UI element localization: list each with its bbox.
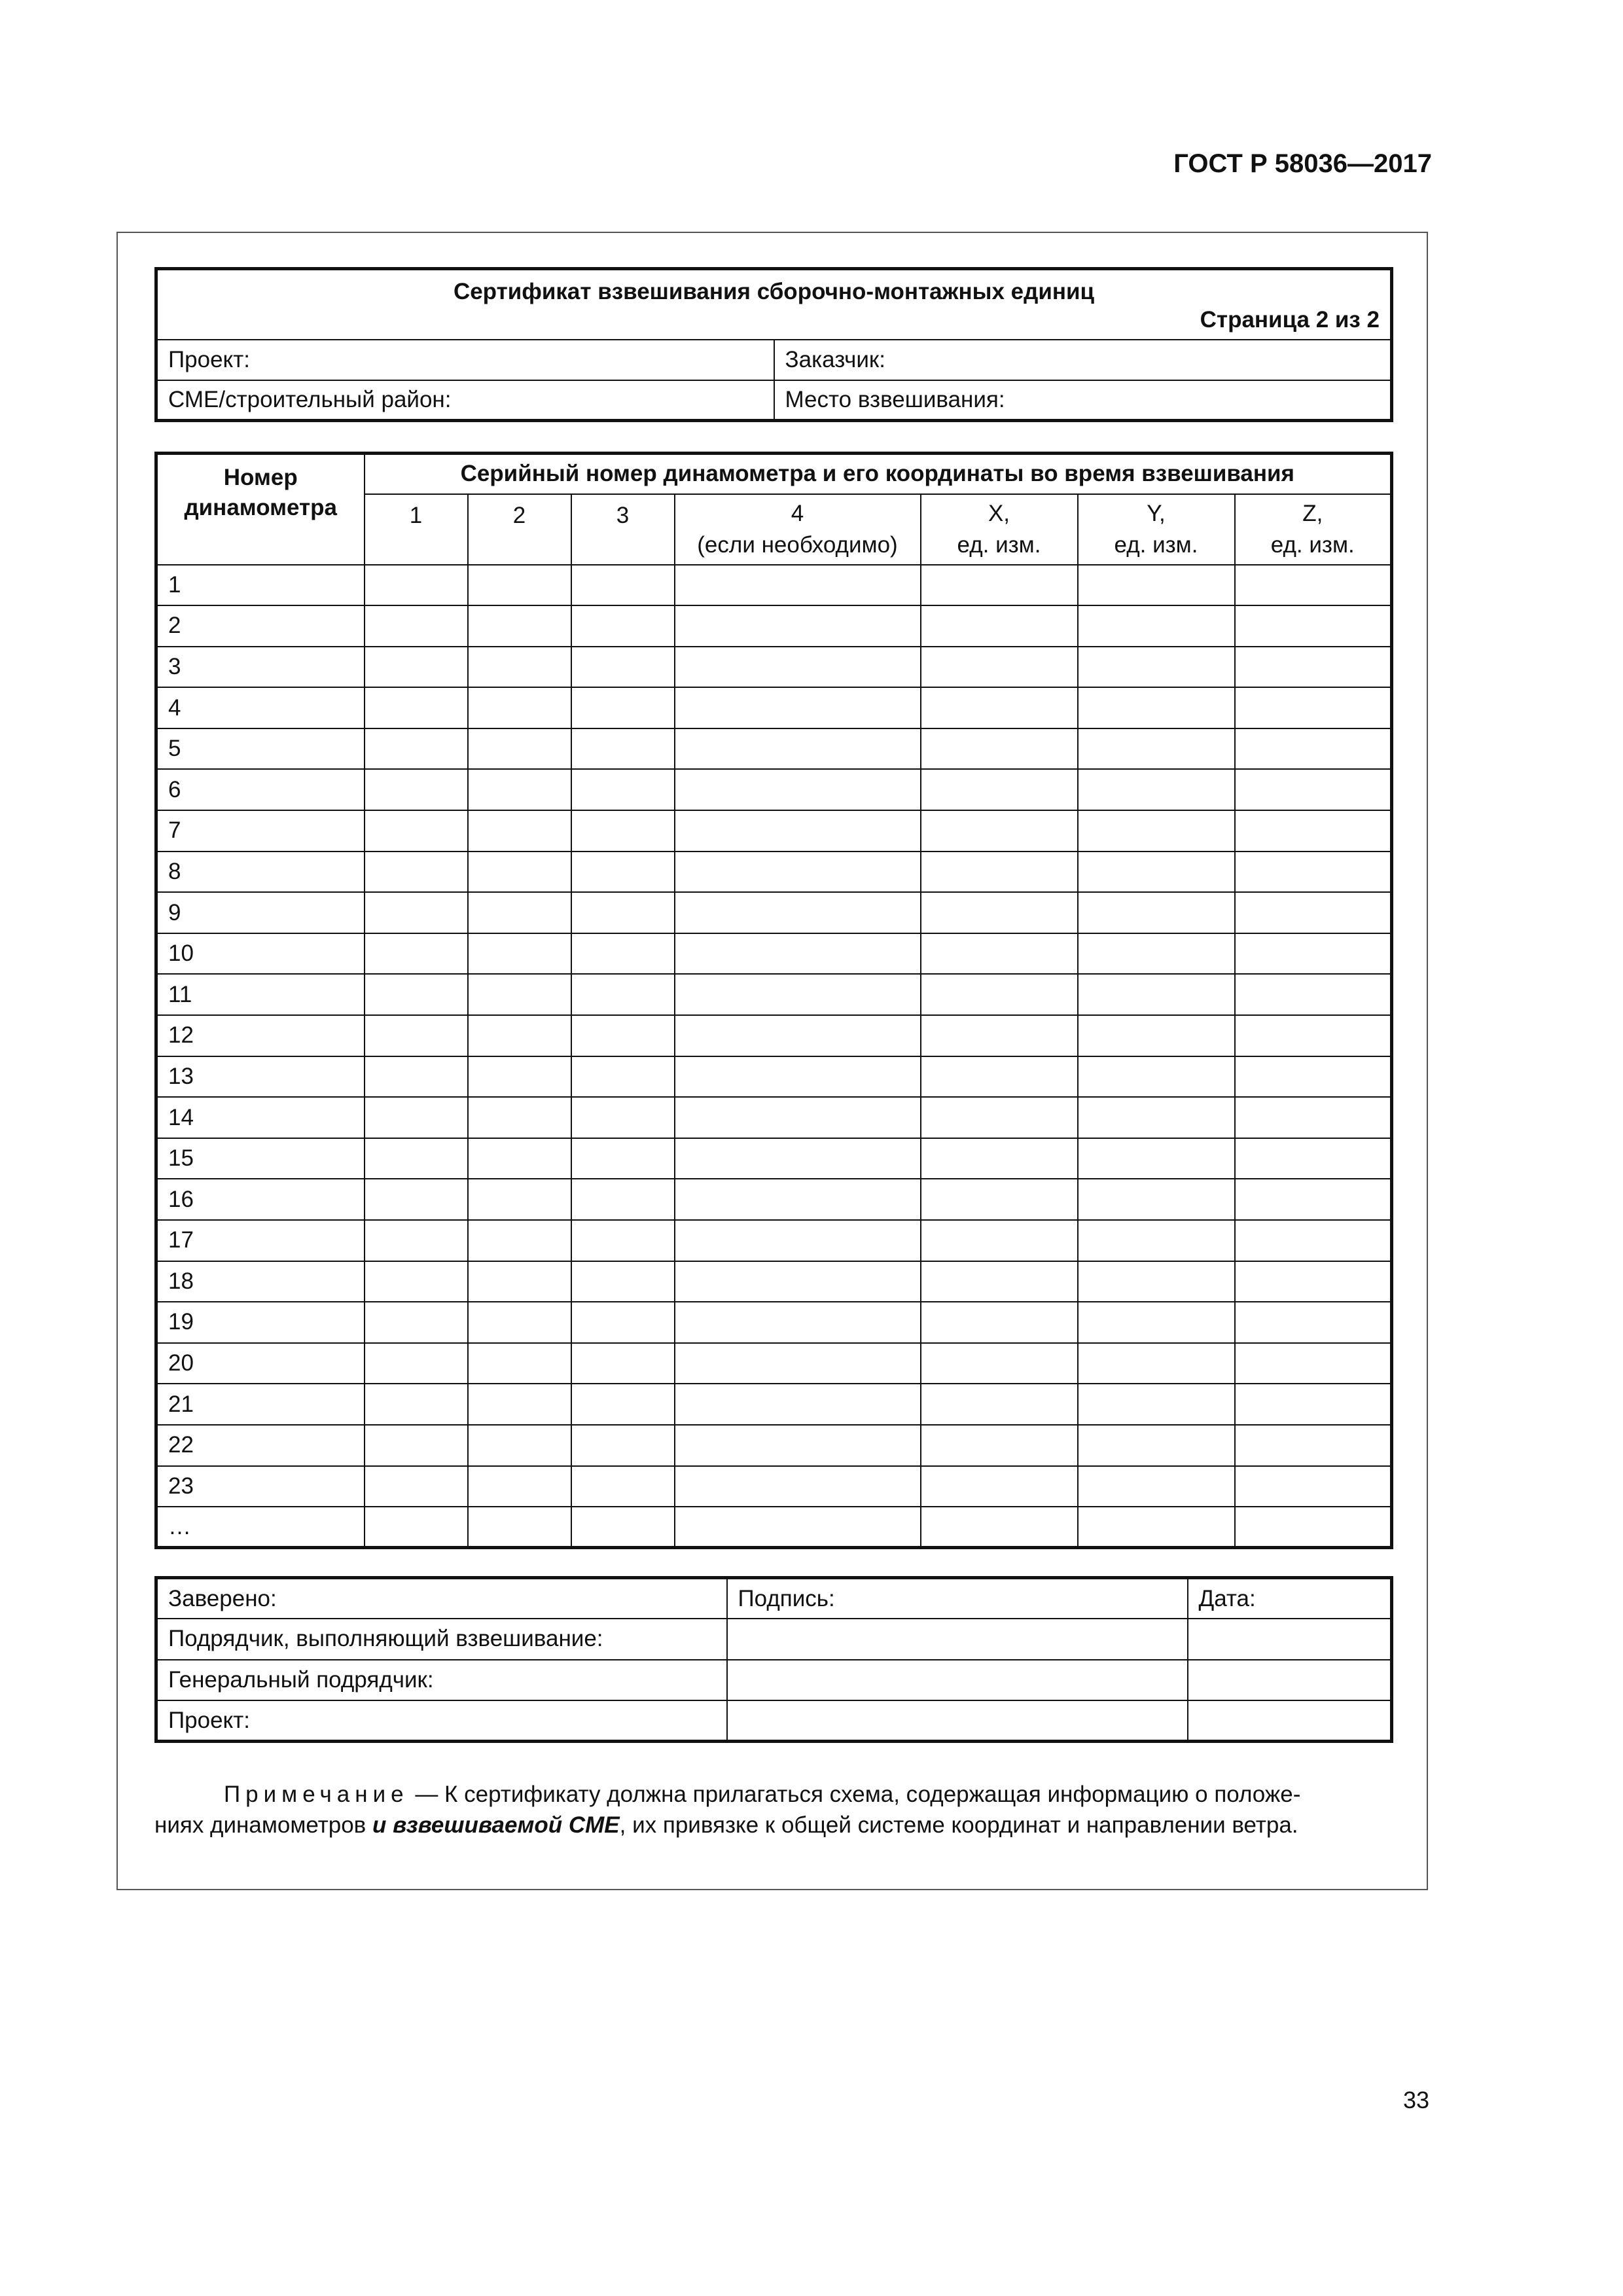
col-x-cell[interactable] [921,1425,1078,1466]
table-row [156,1507,1392,1548]
col-y-cell[interactable] [1078,687,1235,728]
col-3-cell[interactable] [571,728,675,770]
col-x-cell[interactable] [921,1097,1078,1138]
col-z-cell[interactable] [1235,1220,1392,1261]
col-1-cell[interactable] [365,974,468,1015]
col-4-cell[interactable] [675,687,921,728]
col-3-cell[interactable] [571,1425,675,1466]
project-signer-cell [156,1700,727,1742]
col-2-cell[interactable] [468,605,571,647]
table-row [156,647,1392,688]
customer-field[interactable] [774,340,1392,380]
place-field[interactable] [774,380,1392,421]
col-z-cell[interactable] [1235,647,1392,688]
col-1-cell[interactable] [365,1507,468,1548]
col-4-cell[interactable] [675,1302,921,1343]
project-field[interactable] [156,340,774,380]
col-2-cell[interactable] [468,1466,571,1507]
col-4-cell[interactable] [675,605,921,647]
col-x-cell[interactable] [921,810,1078,852]
col-x-cell[interactable] [921,687,1078,728]
col-y-cell[interactable] [1078,1425,1235,1466]
col-3-cell[interactable] [571,974,675,1015]
row-number: 17 [156,1220,365,1261]
col-z-cell[interactable] [1235,1466,1392,1507]
project-label: Проект: [168,346,251,372]
col-y-cell[interactable] [1078,974,1235,1015]
col-2-cell[interactable] [468,728,571,770]
general-date-field[interactable] [1188,1660,1392,1701]
area-field[interactable] [156,380,774,421]
col-y-cell[interactable] [1078,647,1235,688]
col-x-cell[interactable] [921,892,1078,933]
col-2-header: 2 [468,494,571,565]
note [154,1779,1390,1841]
project-signer-label: Проект: [168,1707,251,1733]
col-1-cell[interactable] [365,687,468,728]
col-2-cell[interactable] [468,565,571,606]
col-x-cell[interactable] [921,1302,1078,1343]
page-indicator: Страница 2 из 2 [1200,306,1380,332]
certificate-title-cell [156,269,1392,340]
col-y-cell[interactable] [1078,565,1235,606]
col-y-cell[interactable] [1078,1466,1235,1507]
date-cell [1188,1578,1392,1619]
general-contractor-label: Генеральный подрядчик: [168,1666,434,1693]
col-1-cell[interactable] [365,647,468,688]
col-3-cell[interactable] [571,810,675,852]
col-2-cell[interactable] [468,852,571,893]
col-3-cell[interactable] [571,1220,675,1261]
contractor-signature-field[interactable] [727,1619,1188,1660]
col-y-cell[interactable] [1078,1138,1235,1179]
dyno-number-header: Номер динамометра [156,454,365,565]
col-z-cell[interactable] [1235,1425,1392,1466]
col-4-cell[interactable] [675,933,921,975]
col-3-cell[interactable] [571,1384,675,1425]
col-4-cell[interactable] [675,1220,921,1261]
col-2-cell[interactable] [468,1302,571,1343]
row-number: 22 [156,1425,365,1466]
col-x-cell[interactable] [921,1220,1078,1261]
project-date-field[interactable] [1188,1700,1392,1742]
col-x-cell[interactable] [921,1261,1078,1302]
col-z-cell[interactable] [1235,1015,1392,1056]
col-4-cell[interactable] [675,647,921,688]
table-row [156,1425,1392,1466]
col-2-cell[interactable] [468,810,571,852]
table-row [156,1097,1392,1138]
col-3-cell[interactable] [571,565,675,606]
table-row [156,1384,1392,1425]
row-number: 15 [156,1138,365,1179]
row-number: 13 [156,1056,365,1098]
col-3-cell[interactable] [571,1507,675,1548]
col-4-cell[interactable] [675,1097,921,1138]
col-x-cell[interactable] [921,1138,1078,1179]
col-z-header: Z, ед. изм. [1235,494,1392,565]
col-x-cell[interactable] [921,1343,1078,1384]
col-1-cell[interactable] [365,1138,468,1179]
signatures-table [154,1576,1393,1743]
col-1-cell[interactable] [365,933,468,975]
table-row [156,933,1392,975]
col-4-cell[interactable] [675,728,921,770]
col-4-cell[interactable] [675,1425,921,1466]
col-y-cell[interactable] [1078,1015,1235,1056]
col-z-cell[interactable] [1235,933,1392,975]
col-2-cell[interactable] [468,1015,571,1056]
col-4-cell[interactable] [675,1138,921,1179]
col-4-cell[interactable] [675,769,921,810]
col-y-cell[interactable] [1078,1507,1235,1548]
col-2-cell[interactable] [468,1220,571,1261]
col-x-cell[interactable] [921,1015,1078,1056]
col-3-cell[interactable] [571,1097,675,1138]
col-y-cell[interactable] [1078,769,1235,810]
table-row [156,769,1392,810]
col-1-cell[interactable] [365,892,468,933]
table-row [156,1056,1392,1098]
col-z-cell[interactable] [1235,605,1392,647]
row-number: 6 [156,769,365,810]
col-y-cell[interactable] [1078,1343,1235,1384]
row-number: 8 [156,852,365,893]
col-3-cell[interactable] [571,1466,675,1507]
table-row [156,852,1392,893]
col-x-cell[interactable] [921,769,1078,810]
col-y-cell[interactable] [1078,810,1235,852]
table-row [156,810,1392,852]
col-1-cell[interactable] [365,1343,468,1384]
page-number: 33 [1402,2087,1429,2113]
col-1-cell[interactable] [365,1220,468,1261]
contractor-cell [156,1619,727,1660]
table-row [156,1466,1392,1507]
col-y-cell[interactable] [1078,1179,1235,1220]
table-row [156,974,1392,1015]
col-4-header: 4 (если необходимо) [675,494,921,565]
col-1-cell[interactable] [365,1015,468,1056]
table-row [156,687,1392,728]
col-2-cell[interactable] [468,1056,571,1098]
row-number: 19 [156,1302,365,1343]
col-4-cell[interactable] [675,974,921,1015]
col-z-cell[interactable] [1235,769,1392,810]
col-4-cell[interactable] [675,1179,921,1220]
col-y-header: Y, ед. изм. [1078,494,1235,565]
table-row [156,1220,1392,1261]
col-z-cell[interactable] [1235,974,1392,1015]
col-y-cell[interactable] [1078,605,1235,647]
col-1-cell[interactable] [365,852,468,893]
col-4-cell[interactable] [675,1466,921,1507]
col-1-cell[interactable] [365,1056,468,1098]
col-3-cell[interactable] [571,1138,675,1179]
row-number: 4 [156,687,365,728]
table-row [156,1302,1392,1343]
col-4-cell[interactable] [675,1261,921,1302]
row-number: 9 [156,892,365,933]
project-signature-field[interactable] [727,1700,1188,1742]
customer-label: Заказчик: [785,346,885,372]
row-number: 1 [156,565,365,606]
col-3-cell[interactable] [571,1056,675,1098]
col-x-cell[interactable] [921,974,1078,1015]
col-1-cell[interactable] [365,1097,468,1138]
col-z-cell[interactable] [1235,1302,1392,1343]
col-y-cell[interactable] [1078,933,1235,975]
col-3-cell[interactable] [571,1261,675,1302]
col-z-cell[interactable] [1235,1343,1392,1384]
row-number: 7 [156,810,365,852]
col-x-cell[interactable] [921,933,1078,975]
table-row [156,1179,1392,1220]
col-2-cell[interactable] [468,892,571,933]
col-y-cell[interactable] [1078,1220,1235,1261]
certificate-header-table [154,267,1393,422]
dynamometer-table [154,452,1393,1549]
certified-label: Заверено: [168,1585,277,1611]
col-x-cell[interactable] [921,1507,1078,1548]
col-1-cell[interactable] [365,769,468,810]
col-1-cell[interactable] [365,728,468,770]
row-number: 2 [156,605,365,647]
row-number: 21 [156,1384,365,1425]
dynamometer-table-body [156,565,1392,1548]
table-row [156,1138,1392,1179]
col-3-cell[interactable] [571,605,675,647]
col-2-cell[interactable] [468,974,571,1015]
col-4-cell[interactable] [675,565,921,606]
col-z-cell[interactable] [1235,1179,1392,1220]
col-2-cell[interactable] [468,687,571,728]
col-z-cell[interactable] [1235,892,1392,933]
contractor-label: Подрядчик, выполняющий взвешивание: [168,1626,603,1652]
col-z-cell[interactable] [1235,728,1392,770]
col-1-cell[interactable] [365,1466,468,1507]
col-y-cell[interactable] [1078,1384,1235,1425]
date-label: Дата: [1198,1585,1256,1611]
row-number: 10 [156,933,365,975]
document-id: ГОСТ Р 58036—2017 [1173,149,1432,178]
col-1-cell[interactable] [365,1261,468,1302]
table-row [156,1015,1392,1056]
col-3-cell[interactable] [571,1179,675,1220]
col-z-cell[interactable] [1235,1138,1392,1179]
col-2-cell[interactable] [468,1179,571,1220]
col-1-cell[interactable] [365,1179,468,1220]
col-1-header: 1 [365,494,468,565]
table-row [156,605,1392,647]
col-x-header: X, ед. изм. [921,494,1078,565]
col-x-cell[interactable] [921,852,1078,893]
col-2-cell[interactable] [468,1261,571,1302]
col-2-cell[interactable] [468,647,571,688]
col-3-cell[interactable] [571,769,675,810]
col-x-cell[interactable] [921,647,1078,688]
col-1-cell[interactable] [365,605,468,647]
col-x-cell[interactable] [921,1384,1078,1425]
table-row [156,728,1392,770]
certificate-title: Сертификат взвешивания сборочно-монтажных единиц [453,279,1095,304]
col-x-cell[interactable] [921,565,1078,606]
col-2-cell[interactable] [468,1097,571,1138]
serial-header: Серийный номер динамометра и его координаты во время взвешивания [365,454,1392,494]
col-3-cell[interactable] [571,892,675,933]
col-3-cell[interactable] [571,647,675,688]
row-number: 14 [156,1097,365,1138]
general-signature-field[interactable] [727,1660,1188,1701]
col-y-cell[interactable] [1078,1302,1235,1343]
col-2-cell[interactable] [468,1507,571,1548]
signature-cell [727,1578,1188,1619]
col-z-cell[interactable] [1235,1261,1392,1302]
col-x-cell[interactable] [921,1466,1078,1507]
col-x-cell[interactable] [921,1179,1078,1220]
note-text-line2c: , их привязке к общей системе координат и направлении ветра. [619,1812,1298,1839]
col-4-cell[interactable] [675,1056,921,1098]
col-1-cell[interactable] [365,1302,468,1343]
col-y-cell[interactable] [1078,852,1235,893]
col-z-cell[interactable] [1235,852,1392,893]
col-z-cell[interactable] [1235,1056,1392,1098]
col-3-cell[interactable] [571,1343,675,1384]
row-number: 11 [156,974,365,1015]
col-2-cell[interactable] [468,1425,571,1466]
col-z-cell[interactable] [1235,1097,1392,1138]
col-y-cell[interactable] [1078,892,1235,933]
col-z-cell[interactable] [1235,687,1392,728]
col-3-cell[interactable] [571,1302,675,1343]
col-4-cell[interactable] [675,1343,921,1384]
table-row [156,1343,1392,1384]
row-number: 23 [156,1466,365,1507]
area-label: СМЕ/строительный район: [168,386,452,412]
col-4-cell[interactable] [675,892,921,933]
col-4-cell[interactable] [675,1384,921,1425]
col-3-header: 3 [571,494,675,565]
col-z-cell[interactable] [1235,810,1392,852]
contractor-date-field[interactable] [1188,1619,1392,1660]
col-2-cell[interactable] [468,1384,571,1425]
col-4-cell[interactable] [675,1507,921,1548]
col-z-cell[interactable] [1235,1507,1392,1548]
signature-label: Подпись: [738,1585,835,1611]
table-row [156,892,1392,933]
col-z-cell[interactable] [1235,1384,1392,1425]
row-number: 12 [156,1015,365,1056]
table-row [156,565,1392,606]
col-3-cell[interactable] [571,852,675,893]
row-number: 18 [156,1261,365,1302]
col-4-cell[interactable] [675,810,921,852]
col-4-cell[interactable] [675,1015,921,1056]
note-word: Примечание [224,1782,409,1807]
note-text-line2a: ниях динамометров [154,1812,372,1839]
row-number: 3 [156,647,365,688]
table-row [156,1261,1392,1302]
col-x-cell[interactable] [921,605,1078,647]
col-3-cell[interactable] [571,933,675,975]
row-number: 20 [156,1343,365,1384]
col-x-cell[interactable] [921,1056,1078,1098]
col-x-cell[interactable] [921,728,1078,770]
place-label: Место взвешивания: [785,386,1005,412]
certified-cell [156,1578,727,1619]
col-y-cell[interactable] [1078,728,1235,770]
col-y-cell[interactable] [1078,1261,1235,1302]
col-2-cell[interactable] [468,933,571,975]
col-1-cell[interactable] [365,1384,468,1425]
row-number: 5 [156,728,365,770]
col-2-cell[interactable] [468,1343,571,1384]
col-3-cell[interactable] [571,1015,675,1056]
col-y-cell[interactable] [1078,1056,1235,1098]
col-1-cell[interactable] [365,565,468,606]
col-z-cell[interactable] [1235,565,1392,606]
note-text-line1: — К сертификату должна прилагаться схема, содержащая информацию о положе- [408,1782,1301,1807]
col-2-cell[interactable] [468,769,571,810]
col-1-cell[interactable] [365,1425,468,1466]
col-4-cell[interactable] [675,852,921,893]
col-2-cell[interactable] [468,1138,571,1179]
col-1-cell[interactable] [365,810,468,852]
col-y-cell[interactable] [1078,1097,1235,1138]
row-number: … [156,1507,365,1548]
col-3-cell[interactable] [571,687,675,728]
general-contractor-cell [156,1660,727,1701]
note-emphasis: и взвешиваемой СМЕ [372,1812,620,1839]
row-number: 16 [156,1179,365,1220]
